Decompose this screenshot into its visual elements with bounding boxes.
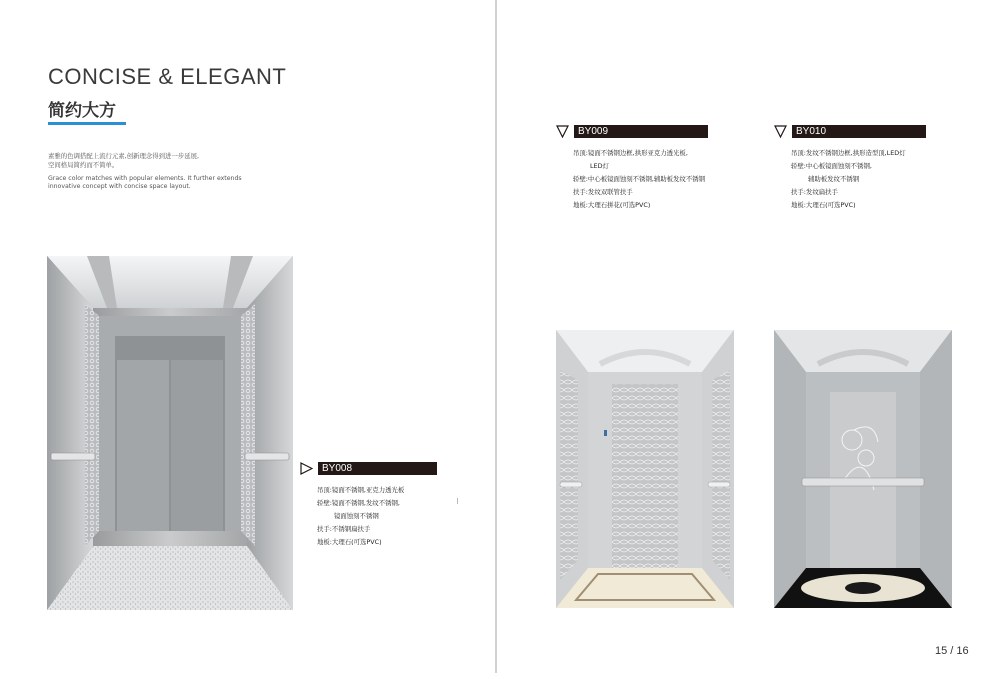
spec-line: 地板:大理石(可选PVC) (791, 201, 856, 209)
spec-line: 地板:大理石拼花(可选PVC) (573, 201, 651, 209)
model-code-tag: BY009 (574, 125, 708, 138)
spec-line: 吊顶:镜面不锈钢,亚克力透光板 (317, 486, 405, 494)
model-code-tag: BY008 (318, 462, 437, 475)
spec-list-by009 (573, 147, 705, 212)
triangle-marker-icon (774, 125, 787, 138)
intro-cn-line: 空间格局简约而不简单。 (48, 161, 119, 169)
intro-cn-line: 素雅的色调搭配上流行元素,创新理念得到进一步延展, (48, 152, 200, 160)
spec-line: 辅助板发纹不锈钢 (808, 175, 860, 183)
elevator-photo-by010 (774, 330, 952, 608)
model-block-by010 (774, 125, 926, 138)
intro-english (48, 175, 242, 191)
title-underline (48, 122, 126, 125)
spec-line: 轿壁:中心板镜面蚀刻不锈钢,辅助板发纹不锈钢 (573, 175, 705, 183)
title-english: CONCISE & ELEGANT (48, 64, 287, 89)
intro-en-line: innovative concept with concise space layout. (48, 183, 191, 190)
spec-line: 扶手:发纹双联管扶手 (573, 188, 633, 196)
spec-line: 扶手:发纹扁扶手 (791, 188, 838, 196)
spec-line: 地板:大理石(可选PVC) (317, 538, 382, 546)
spec-line: LED灯 (590, 162, 609, 170)
spec-line: 轿壁:镜面不锈钢,发纹不锈钢, (317, 499, 400, 507)
page-spine (495, 0, 497, 673)
spec-line: 扶手:不锈钢扁扶手 (317, 525, 371, 533)
title-chinese: 简约大方 (48, 101, 116, 121)
divider-tick (457, 498, 458, 504)
model-block-by008 (300, 462, 437, 475)
spec-list-by008 (317, 484, 404, 549)
elevator-illustration-by009 (556, 330, 734, 608)
elevator-illustration-by010 (774, 330, 952, 608)
spec-line: 镜面蚀刻不锈钢 (334, 512, 379, 520)
triangle-marker-icon (556, 125, 569, 138)
spec-list-by010 (791, 147, 906, 212)
spec-line: 轿壁:中心板镜面蚀刻不锈钢, (791, 162, 872, 170)
model-code-tag: BY010 (792, 125, 926, 138)
elevator-illustration-by008 (47, 256, 293, 610)
triangle-marker-icon (300, 462, 313, 475)
model-block-by009 (556, 125, 708, 138)
page-number: 15 / 16 (935, 645, 969, 657)
spec-line: 吊顶:镜面不锈钢边框,拱形亚克力透光板, (573, 149, 688, 157)
spec-line: 吊顶:发纹不锈钢边框,拱形造型顶,LED灯 (791, 149, 906, 157)
elevator-photo-by008 (47, 256, 293, 610)
intro-en-line: Grace color matches with popular elements. It further extends (48, 175, 242, 182)
intro-chinese (48, 152, 199, 170)
elevator-photo-by009 (556, 330, 734, 608)
